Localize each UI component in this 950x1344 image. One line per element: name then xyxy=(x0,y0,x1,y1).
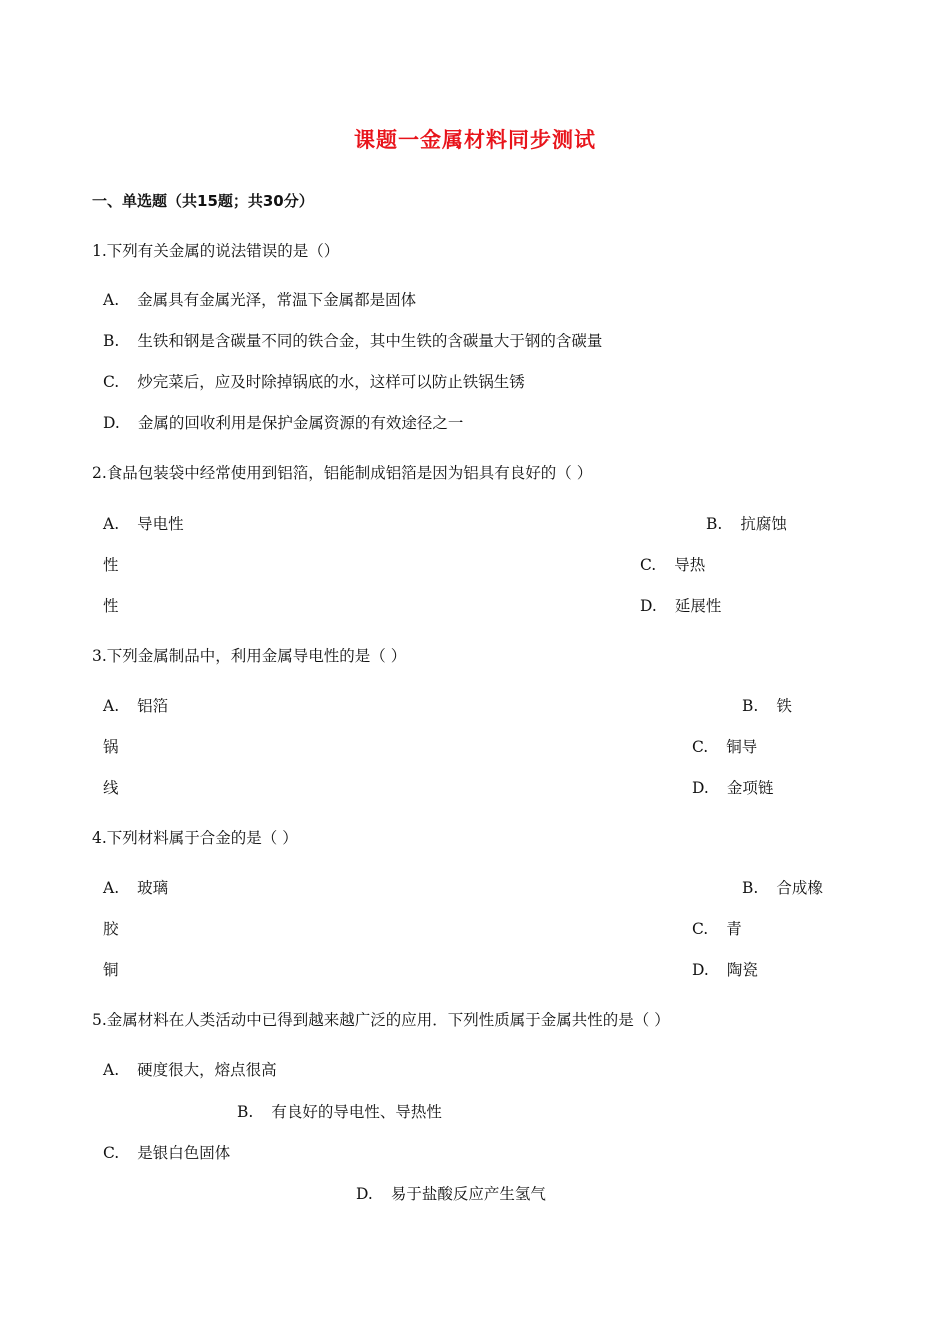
option-text: 延展性 xyxy=(674,597,722,615)
question-4-option-c xyxy=(692,918,742,940)
option-letter: D. xyxy=(103,414,120,432)
question-5-option-c xyxy=(103,1142,230,1164)
question-2-option-d xyxy=(640,595,721,617)
question-4-option-a xyxy=(103,877,168,899)
option-letter: A. xyxy=(103,291,120,309)
question-3-option-c xyxy=(692,736,757,758)
option-letter: D. xyxy=(356,1185,373,1203)
question-4-wrap-text: 胶 xyxy=(103,920,119,938)
question-5-option-b xyxy=(237,1101,442,1123)
question-1-option-a xyxy=(103,289,416,311)
option-text: 金属的回收利用是保护金属资源的有效途径之一 xyxy=(137,414,464,432)
option-text: 是银白色固体 xyxy=(137,1144,231,1162)
question-3-option-b xyxy=(742,695,792,717)
question-4-option-d xyxy=(692,959,758,981)
option-text: 铝箔 xyxy=(137,697,169,715)
question-2-option-a xyxy=(103,513,184,535)
option-text: 硬度很大，熔点很高 xyxy=(137,1061,277,1079)
option-letter: D. xyxy=(692,779,709,797)
option-letter: A. xyxy=(103,879,120,897)
question-2-wrap-text: 性 xyxy=(103,597,119,615)
option-letter: B. xyxy=(103,332,120,350)
option-text: 铜导 xyxy=(726,738,758,756)
option-letter: C. xyxy=(692,920,709,938)
option-text: 生铁和钢是含碳量不同的铁合金，其中生铁的含碳量大于钢的含碳量 xyxy=(137,332,603,350)
question-4-wrap-text: 铜 xyxy=(103,961,119,979)
question-5-stem: 5.金属材料在人类活动中已得到越来越广泛的应用．下列性质属于金属共性的是（ ） xyxy=(92,1011,670,1029)
option-letter: D. xyxy=(692,961,709,979)
option-text: 有良好的导电性、导热性 xyxy=(271,1103,442,1121)
question-1-stem: 1.下列有关金属的说法错误的是（） xyxy=(92,242,340,260)
question-3-wrap-text: 线 xyxy=(103,779,119,797)
option-letter: A. xyxy=(103,515,120,533)
option-text: 铁 xyxy=(776,697,792,715)
section-heading: 一、单选题（共15题；共30分） xyxy=(92,192,314,210)
option-text: 导电性 xyxy=(137,515,184,533)
option-letter: B. xyxy=(742,697,759,715)
option-letter: C. xyxy=(692,738,709,756)
question-3-option-a xyxy=(103,695,168,717)
option-letter: B. xyxy=(237,1103,254,1121)
document-title: 课题一金属材料同步测试 xyxy=(354,128,596,152)
question-5-option-a xyxy=(103,1059,277,1081)
question-3-option-d xyxy=(692,777,773,799)
option-text: 合成橡 xyxy=(776,879,823,897)
question-4-option-b xyxy=(742,877,823,899)
question-1-option-d xyxy=(103,412,463,434)
option-text: 易于盐酸反应产生氢气 xyxy=(390,1185,546,1203)
option-text: 金属具有金属光泽，常温下金属都是固体 xyxy=(137,291,417,309)
option-text: 玻璃 xyxy=(137,879,169,897)
option-letter: B. xyxy=(706,515,723,533)
option-text: 青 xyxy=(726,920,742,938)
option-text: 陶瓷 xyxy=(726,961,758,979)
question-2-wrap-text: 性 xyxy=(103,556,119,574)
option-letter: A. xyxy=(103,697,120,715)
option-letter: D. xyxy=(640,597,657,615)
option-text: 抗腐蚀 xyxy=(740,515,787,533)
option-letter: B. xyxy=(742,879,759,897)
question-3-wrap-text: 锅 xyxy=(103,738,119,756)
option-letter: C. xyxy=(640,556,657,574)
option-letter: C. xyxy=(103,1144,120,1162)
question-4-stem: 4.下列材料属于合金的是（ ） xyxy=(92,829,298,847)
option-text: 金项链 xyxy=(726,779,774,797)
question-2-stem: 2.食品包装袋中经常使用到铝箔，铝能制成铝箔是因为铝具有良好的（ ） xyxy=(92,464,593,482)
option-text: 导热 xyxy=(674,556,706,574)
option-letter: C. xyxy=(103,373,120,391)
question-2-option-c xyxy=(640,554,705,576)
question-2-option-b xyxy=(706,513,787,535)
option-text: 炒完菜后，应及时除掉锅底的水，这样可以防止铁锅生锈 xyxy=(137,373,525,391)
question-1-option-c xyxy=(103,371,525,393)
question-3-stem: 3.下列金属制品中，利用金属导电性的是（ ） xyxy=(92,647,407,665)
option-letter: A. xyxy=(103,1061,120,1079)
question-5-option-d xyxy=(356,1183,546,1205)
question-1-option-b xyxy=(103,330,602,352)
